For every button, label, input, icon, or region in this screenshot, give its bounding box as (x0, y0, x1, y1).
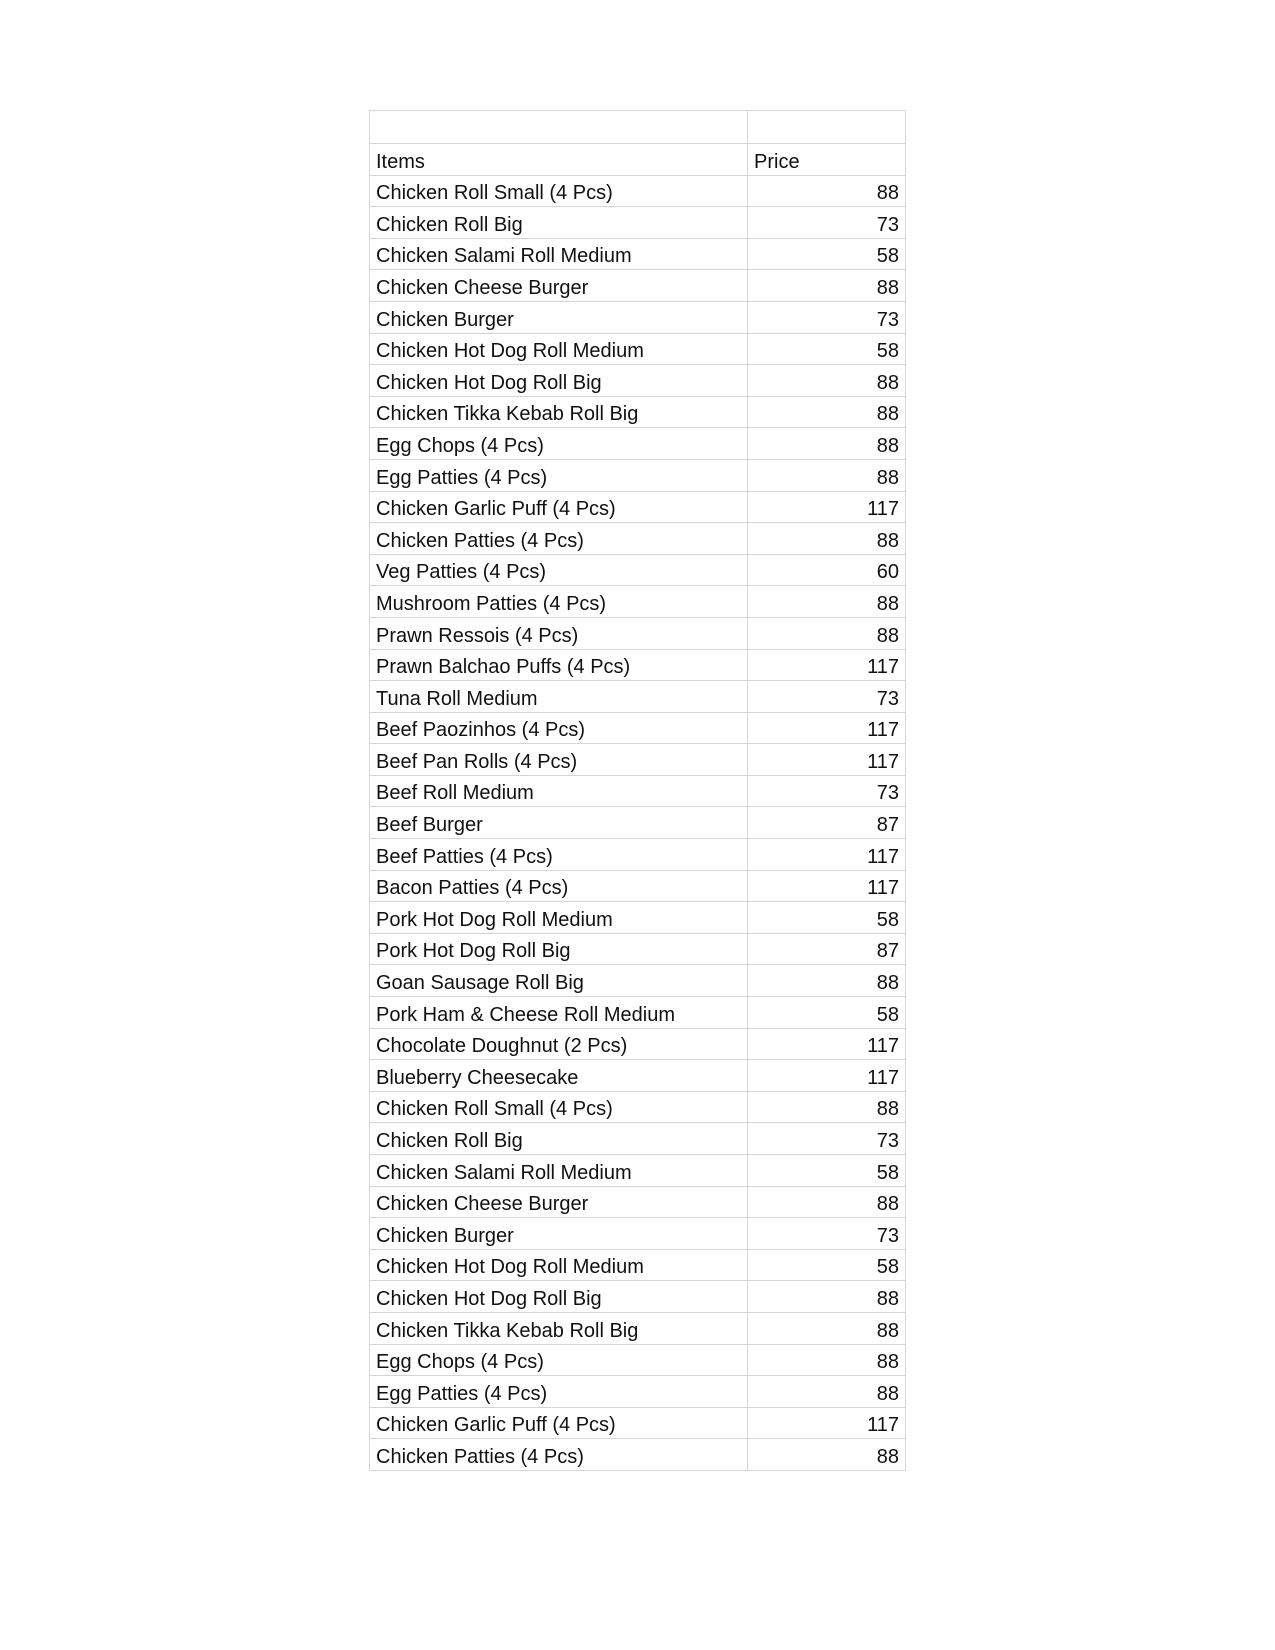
item-name-cell: Bacon Patties (4 Pcs) (370, 870, 748, 902)
blank-cell (370, 111, 748, 144)
table-row (370, 1281, 906, 1313)
item-price-cell: 58 (748, 333, 906, 365)
item-name-cell: Chicken Tikka Kebab Roll Big (370, 396, 748, 428)
table-row (370, 175, 906, 207)
table-row (370, 870, 906, 902)
item-price-cell: 88 (748, 1281, 906, 1313)
item-name-cell: Beef Patties (4 Pcs) (370, 839, 748, 871)
table-row (370, 902, 906, 934)
item-name-cell: Chicken Burger (370, 1218, 748, 1250)
item-name-cell: Chicken Cheese Burger (370, 1186, 748, 1218)
table-row (370, 1028, 906, 1060)
table-row (370, 744, 906, 776)
item-name-cell: Chicken Hot Dog Roll Big (370, 365, 748, 397)
item-price-cell: 117 (748, 870, 906, 902)
item-price-cell: 87 (748, 807, 906, 839)
table-row (370, 1249, 906, 1281)
table-row (370, 491, 906, 523)
item-price-cell: 60 (748, 554, 906, 586)
table-row (370, 301, 906, 333)
item-name-cell: Beef Paozinhos (4 Pcs) (370, 712, 748, 744)
item-price-cell: 88 (748, 270, 906, 302)
table-row (370, 365, 906, 397)
item-price-cell: 88 (748, 965, 906, 997)
header-row (370, 144, 906, 176)
item-price-cell: 88 (748, 586, 906, 618)
item-name-cell: Chicken Tikka Kebab Roll Big (370, 1312, 748, 1344)
item-price-cell: 88 (748, 459, 906, 491)
table-row (370, 839, 906, 871)
item-price-cell: 88 (748, 1091, 906, 1123)
item-price-cell: 58 (748, 1249, 906, 1281)
item-name-cell: Chicken Salami Roll Medium (370, 1155, 748, 1187)
table-row (370, 333, 906, 365)
item-name-cell: Beef Burger (370, 807, 748, 839)
item-name-cell: Pork Hot Dog Roll Big (370, 933, 748, 965)
item-name-cell: Chicken Garlic Puff (4 Pcs) (370, 491, 748, 523)
item-name-cell: Blueberry Cheesecake (370, 1060, 748, 1092)
table-row (370, 649, 906, 681)
table-row (370, 270, 906, 302)
item-price-cell: 73 (748, 1218, 906, 1250)
item-price-cell: 88 (748, 1312, 906, 1344)
item-name-cell: Prawn Ressois (4 Pcs) (370, 617, 748, 649)
item-name-cell: Egg Patties (4 Pcs) (370, 459, 748, 491)
table-row (370, 586, 906, 618)
item-price-cell: 73 (748, 207, 906, 239)
item-name-cell: Chicken Roll Big (370, 1123, 748, 1155)
item-name-cell: Chicken Hot Dog Roll Medium (370, 1249, 748, 1281)
item-price-cell: 58 (748, 902, 906, 934)
item-price-cell: 117 (748, 1407, 906, 1439)
item-name-cell: Chicken Hot Dog Roll Big (370, 1281, 748, 1313)
table-row (370, 1344, 906, 1376)
table-row (370, 1155, 906, 1187)
item-name-cell: Beef Pan Rolls (4 Pcs) (370, 744, 748, 776)
item-price-cell: 73 (748, 1123, 906, 1155)
item-name-cell: Veg Patties (4 Pcs) (370, 554, 748, 586)
item-name-cell: Goan Sausage Roll Big (370, 965, 748, 997)
item-price-cell: 88 (748, 617, 906, 649)
item-name-cell: Pork Ham & Cheese Roll Medium (370, 997, 748, 1029)
item-price-cell: 117 (748, 491, 906, 523)
table-row (370, 523, 906, 555)
table-row (370, 1060, 906, 1092)
table-row (370, 396, 906, 428)
table-row (370, 1312, 906, 1344)
item-price-cell: 73 (748, 301, 906, 333)
item-name-cell: Egg Patties (4 Pcs) (370, 1376, 748, 1408)
item-price-cell: 88 (748, 1376, 906, 1408)
item-price-cell: 58 (748, 997, 906, 1029)
item-name-cell: Mushroom Patties (4 Pcs) (370, 586, 748, 618)
price-table (369, 110, 906, 1471)
item-price-cell: 88 (748, 1439, 906, 1471)
item-price-cell: 73 (748, 681, 906, 713)
item-name-cell: Prawn Balchao Puffs (4 Pcs) (370, 649, 748, 681)
item-price-cell: 88 (748, 523, 906, 555)
item-price-cell: 117 (748, 1028, 906, 1060)
table-row (370, 617, 906, 649)
price-header: Price (748, 144, 906, 176)
table-row (370, 554, 906, 586)
table-row (370, 997, 906, 1029)
item-price-cell: 88 (748, 365, 906, 397)
table-row (370, 1218, 906, 1250)
item-name-cell: Tuna Roll Medium (370, 681, 748, 713)
table-row (370, 933, 906, 965)
table-row (370, 807, 906, 839)
item-name-cell: Chicken Garlic Puff (4 Pcs) (370, 1407, 748, 1439)
item-name-cell: Chicken Burger (370, 301, 748, 333)
item-price-cell: 73 (748, 775, 906, 807)
item-name-cell: Chicken Cheese Burger (370, 270, 748, 302)
table-row (370, 1091, 906, 1123)
table-row (370, 1376, 906, 1408)
item-name-cell: Egg Chops (4 Pcs) (370, 428, 748, 460)
table-row (370, 459, 906, 491)
item-name-cell: Chicken Roll Small (4 Pcs) (370, 1091, 748, 1123)
item-price-cell: 88 (748, 175, 906, 207)
item-name-cell: Chicken Hot Dog Roll Medium (370, 333, 748, 365)
item-price-cell: 117 (748, 744, 906, 776)
blank-row (370, 111, 906, 144)
table-row (370, 1407, 906, 1439)
item-name-cell: Chicken Patties (4 Pcs) (370, 523, 748, 555)
item-name-cell: Chicken Roll Small (4 Pcs) (370, 175, 748, 207)
item-name-cell: Beef Roll Medium (370, 775, 748, 807)
item-name-cell: Chicken Roll Big (370, 207, 748, 239)
blank-cell (748, 111, 906, 144)
table-row (370, 712, 906, 744)
item-price-cell: 117 (748, 839, 906, 871)
table-row (370, 1186, 906, 1218)
item-name-cell: Chicken Salami Roll Medium (370, 238, 748, 270)
table-row (370, 965, 906, 997)
item-price-cell: 117 (748, 1060, 906, 1092)
item-price-cell: 88 (748, 428, 906, 460)
table-row (370, 1439, 906, 1471)
item-price-cell: 88 (748, 1186, 906, 1218)
items-header: Items (370, 144, 748, 176)
table-row (370, 1123, 906, 1155)
item-name-cell: Pork Hot Dog Roll Medium (370, 902, 748, 934)
item-name-cell: Chocolate Doughnut (2 Pcs) (370, 1028, 748, 1060)
item-price-cell: 58 (748, 1155, 906, 1187)
item-price-cell: 87 (748, 933, 906, 965)
table-row (370, 681, 906, 713)
item-price-cell: 88 (748, 1344, 906, 1376)
item-name-cell: Chicken Patties (4 Pcs) (370, 1439, 748, 1471)
item-price-cell: 117 (748, 649, 906, 681)
table-row (370, 775, 906, 807)
item-name-cell: Egg Chops (4 Pcs) (370, 1344, 748, 1376)
table-row (370, 238, 906, 270)
table-row (370, 428, 906, 460)
item-price-cell: 88 (748, 396, 906, 428)
item-price-cell: 117 (748, 712, 906, 744)
item-price-cell: 58 (748, 238, 906, 270)
table-row (370, 207, 906, 239)
